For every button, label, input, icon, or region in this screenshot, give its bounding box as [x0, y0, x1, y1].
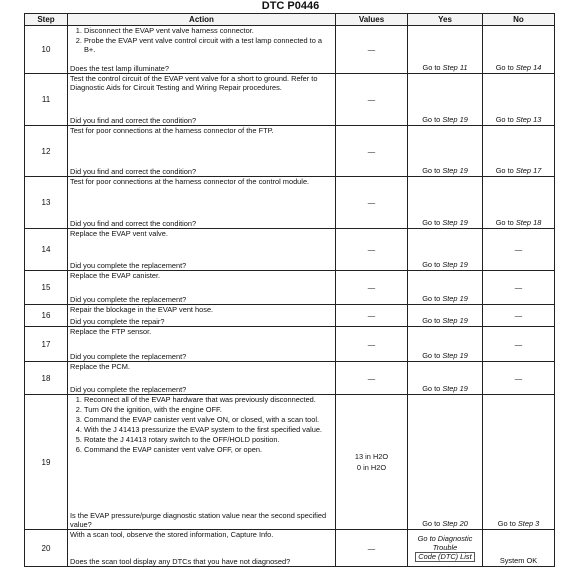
spec-value: 13 in H2O: [354, 452, 389, 461]
table-row: [25, 229, 555, 271]
goto-prefix: Go to: [422, 316, 443, 325]
action-text: Test the control circuit of the EVAP vent valve for a short to ground. Refer to Diagnostic Aids for Circuit Testing and Wiring Repair procedures.: [70, 74, 318, 92]
goto-prefix: Go to: [422, 63, 443, 72]
action-cell: [68, 177, 336, 229]
action-text: With a scan tool, observe the stored information, Capture Info.: [70, 530, 274, 539]
yes-cell: [408, 126, 483, 177]
action-text: Test for poor connections at the harness connector of the control module.: [70, 177, 310, 186]
no-cell: [483, 26, 555, 74]
action-question: Did you complete the replacement?: [70, 352, 187, 361]
action-step: 2. Probe the EVAP vent valve control circuit with a test lamp connected to a B+.: [84, 36, 333, 54]
action-text: Replace the PCM.: [70, 362, 130, 371]
values-cell: —: [336, 74, 408, 126]
values-cell: —: [336, 305, 408, 327]
step-number: 15: [25, 271, 68, 305]
goto-step-link: Step 19: [442, 351, 468, 360]
goto-step-link: Step 19: [442, 218, 468, 227]
table-row: [25, 362, 555, 395]
action-step: 5. Rotate the J 41413 rotary switch to the OFF/HOLD position.: [84, 435, 333, 444]
header-step: Step: [25, 14, 68, 26]
page-title: DTC P0446: [261, 0, 320, 12]
spec-value: 0 in H2O: [356, 463, 387, 472]
action-step: 1. Reconnect all of the EVAP hardware that was previously disconnected.: [84, 395, 333, 404]
action-question: Is the EVAP pressure/purge diagnostic station value near the second specified value?: [70, 511, 327, 529]
goto-prefix: Go to: [495, 63, 516, 72]
goto-step-link: Step 19: [442, 294, 468, 303]
action-step: 1. Disconnect the EVAP vent valve harness connector.: [84, 26, 333, 35]
action-question: Did you complete the repair?: [70, 317, 165, 326]
action-cell: [68, 229, 336, 271]
goto-dtc-list-link: Go to Diagnostic Trouble: [417, 534, 473, 552]
step-number: 10: [25, 26, 68, 74]
goto-prefix: Go to: [422, 384, 443, 393]
step-number: 12: [25, 126, 68, 177]
action-step: 4. With the J 41413 pressurize the EVAP system to the first specified value.: [84, 425, 333, 434]
action-step: 3. Command the EVAP canister vent valve ON, or closed, with a scan tool.: [84, 415, 333, 424]
goto-step-link: Step 3: [517, 519, 540, 528]
action-question: Did you complete the replacement?: [70, 385, 187, 394]
action-steps: [70, 26, 333, 55]
step-number: 11: [25, 74, 68, 126]
values-cell: —: [336, 177, 408, 229]
goto-step-link: Step 19: [442, 260, 468, 269]
step-number: 17: [25, 327, 68, 362]
goto-prefix: Go to: [422, 519, 443, 528]
values-cell: —: [336, 530, 408, 567]
action-question: Did you find and correct the condition?: [70, 167, 197, 176]
goto-prefix: Go to: [422, 260, 443, 269]
goto-step-link: Step 19: [442, 166, 468, 175]
goto-prefix: Go to: [422, 351, 443, 360]
no-cell: [483, 395, 555, 530]
values-cell: —: [336, 126, 408, 177]
no-cell: —: [483, 327, 555, 362]
yes-cell: [408, 395, 483, 530]
goto-step-link: Step 19: [442, 115, 468, 124]
action-cell: [68, 305, 336, 327]
yes-cell: [408, 305, 483, 327]
step-number: 20: [25, 530, 68, 567]
no-cell: —: [483, 362, 555, 395]
goto-step-link: Step 17: [515, 166, 542, 175]
goto-step-link: Step 19: [442, 384, 468, 393]
values-cell: —: [336, 271, 408, 305]
table-row: [25, 395, 555, 530]
table-row: [25, 74, 555, 126]
action-step: 2. Turn ON the ignition, with the engine OFF.: [84, 405, 333, 414]
values-cell: —: [336, 327, 408, 362]
goto-step-link: Step 13: [515, 115, 542, 124]
yes-cell: [408, 74, 483, 126]
action-question: Did you complete the replacement?: [70, 261, 187, 270]
header-action: Action: [68, 14, 336, 26]
table-row: [25, 126, 555, 177]
step-number: 19: [25, 395, 68, 530]
step-number: 14: [25, 229, 68, 271]
values-cell: —: [336, 26, 408, 74]
action-question: Did you find and correct the condition?: [70, 219, 197, 228]
step-number: 18: [25, 362, 68, 395]
action-cell: [68, 530, 336, 567]
goto-prefix: Go to: [422, 218, 443, 227]
goto-step-link: Step 14: [515, 63, 542, 72]
header-values: Values: [336, 14, 408, 26]
goto-prefix: Go to: [495, 218, 516, 227]
no-cell: —: [483, 229, 555, 271]
goto-step-link: Step 18: [515, 218, 542, 227]
goto-prefix: Go to: [497, 519, 518, 528]
no-cell: [483, 74, 555, 126]
action-cell: [68, 26, 336, 74]
yes-cell: [408, 229, 483, 271]
yes-cell: [408, 530, 483, 567]
goto-step-link: Step 19: [442, 316, 468, 325]
action-cell: [68, 126, 336, 177]
values-cell: —: [336, 362, 408, 395]
action-step: 6. Command the EVAP canister vent valve OFF, or open.: [84, 445, 333, 454]
action-question: Did you find and correct the condition?: [70, 116, 197, 125]
action-cell: [68, 327, 336, 362]
action-cell: [68, 74, 336, 126]
no-cell: [483, 126, 555, 177]
goto-prefix: Go to: [422, 166, 443, 175]
table-row: [25, 271, 555, 305]
goto-prefix: Go to: [422, 294, 443, 303]
yes-cell: [408, 327, 483, 362]
diagnostic-table: [24, 13, 555, 567]
goto-prefix: Go to: [422, 115, 443, 124]
yes-cell: [408, 271, 483, 305]
step-number: 16: [25, 305, 68, 327]
goto-step-link: Step 20: [442, 519, 468, 528]
table-row: [25, 177, 555, 229]
yes-cell: [408, 177, 483, 229]
header-no: No: [483, 14, 555, 26]
step-number: 13: [25, 177, 68, 229]
no-cell: [483, 177, 555, 229]
yes-cell: [408, 362, 483, 395]
yes-cell: [408, 26, 483, 74]
action-question: Does the scan tool display any DTCs that you have not diagnosed?: [70, 557, 291, 566]
no-cell: System OK: [483, 530, 555, 567]
table-row: [25, 327, 555, 362]
goto-prefix: Go to: [495, 115, 516, 124]
table-header-row: [25, 14, 555, 26]
action-question: Did you complete the replacement?: [70, 295, 187, 304]
action-cell: [68, 395, 336, 530]
table-row: [25, 26, 555, 74]
action-question: Does the test lamp illuminate?: [70, 64, 170, 73]
no-cell: —: [483, 271, 555, 305]
table-row: [25, 305, 555, 327]
action-cell: [68, 362, 336, 395]
action-steps: [70, 395, 333, 455]
action-text: Test for poor connections at the harness connector of the FTP.: [70, 126, 274, 135]
values-cell: [336, 395, 408, 530]
values-cell: —: [336, 229, 408, 271]
action-text: Replace the EVAP vent valve.: [70, 229, 168, 238]
action-text: Replace the FTP sensor.: [70, 327, 152, 336]
action-cell: [68, 271, 336, 305]
goto-dtc-list-link-box: Code (DTC) List: [415, 552, 474, 562]
goto-step-link: Step 11: [442, 63, 468, 72]
goto-prefix: Go to: [495, 166, 516, 175]
table-row: [25, 530, 555, 567]
action-text: Repair the blockage in the EVAP vent hose.: [70, 305, 214, 314]
no-cell: —: [483, 305, 555, 327]
header-yes: Yes: [408, 14, 483, 26]
action-text: Replace the EVAP canister.: [70, 271, 161, 280]
